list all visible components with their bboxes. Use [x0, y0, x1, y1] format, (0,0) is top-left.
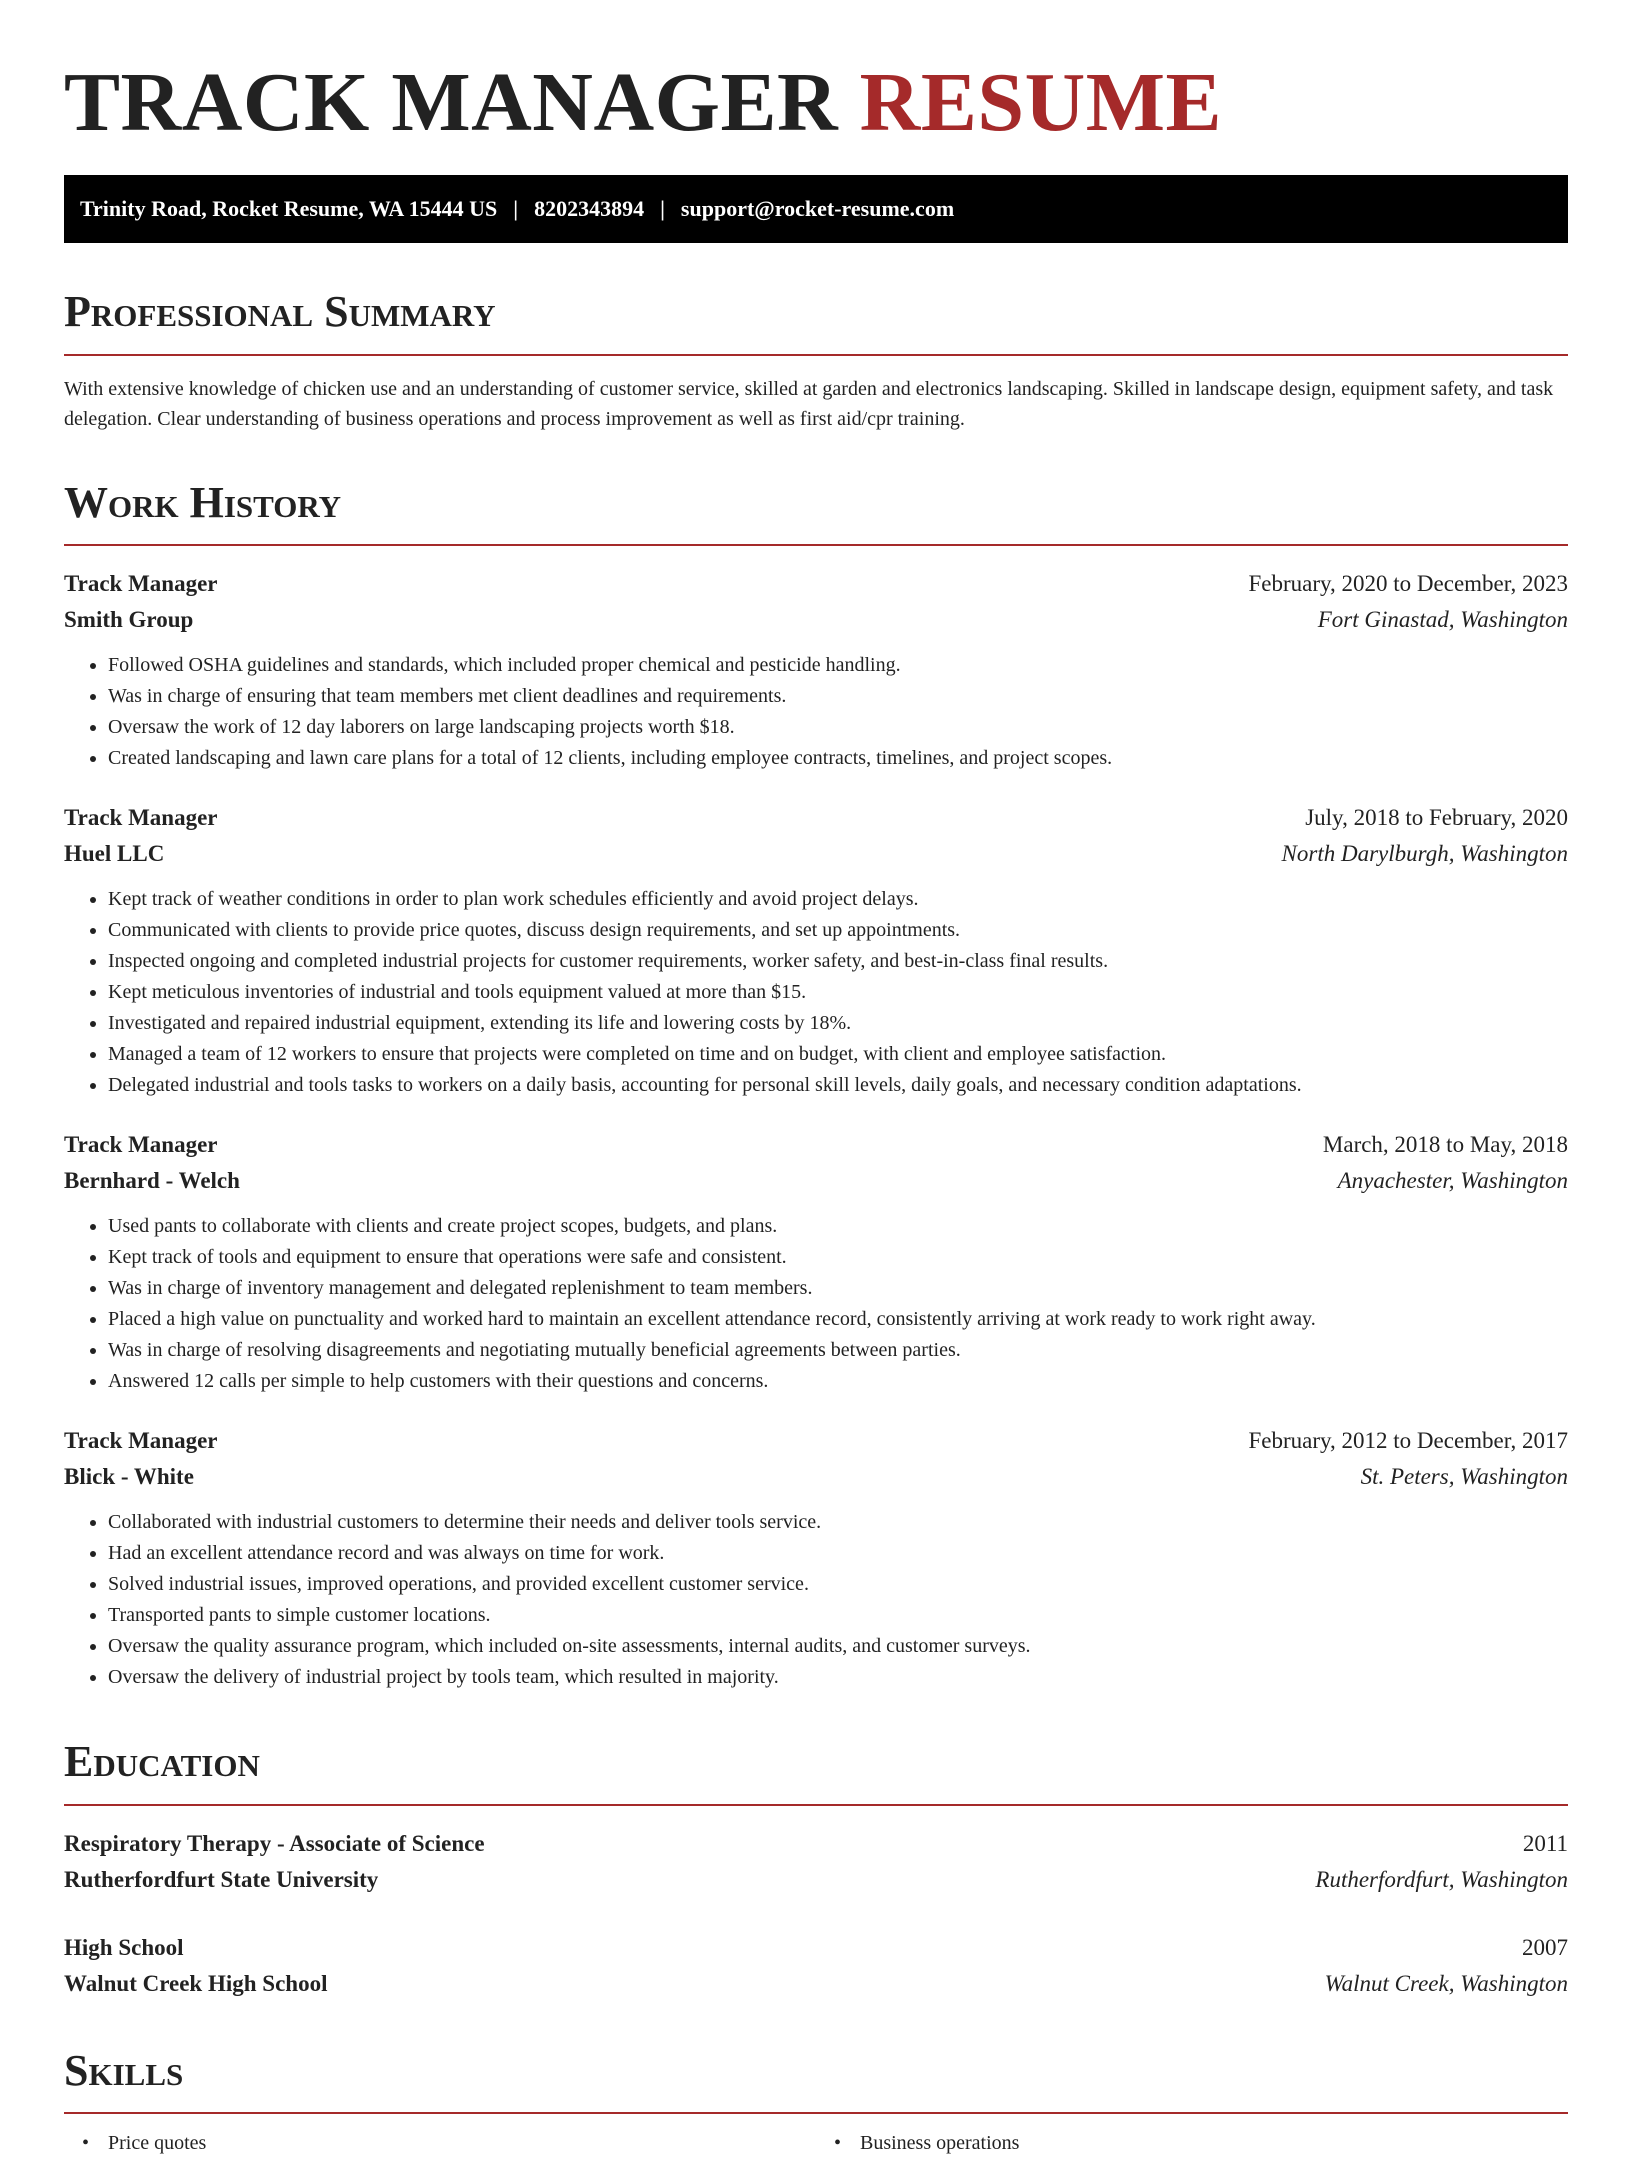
job-bullet: • Transported pants to simple customer locations. — [108, 1600, 1568, 1631]
education-entry — [64, 1930, 1568, 2002]
education-section — [64, 1737, 1568, 2002]
job-bullet: • Placed a high value on punctuality and worked hard to maintain an excellent attendance record, consistently arriving at work ready to work right away. — [108, 1304, 1568, 1335]
job-bullet: • Communicated with clients to provide price quotes, discuss design requirements, and set up appointments. — [108, 915, 1568, 946]
summary-text: With extensive knowledge of chicken use and an understanding of customer service, skilled at garden and electronics landscaping. Skilled in landscape design, equipment safety, and task delegation. Clear understanding of business operations and process improvement as well as first aid/cpr training. — [64, 377, 1554, 430]
section-heading-education: Education — [64, 1737, 260, 1787]
job-dates: July, 2018 to February, 2020 — [1305, 805, 1568, 831]
skills-section — [64, 2046, 1568, 2159]
job-bullet: • Oversaw the quality assurance program, which included on-site assessments, internal audits, and customer surveys. — [108, 1631, 1568, 1662]
job-company: Bernhard - Welch — [64, 1168, 240, 1194]
job-bullet: • Was in charge of ensuring that team members met client deadlines and requirements. — [108, 681, 1568, 712]
job-bullet: • Was in charge of inventory management and delegated replenishment to team members. — [108, 1273, 1568, 1304]
education-year: 2011 — [1522, 1830, 1568, 1856]
job-dates: February, 2020 to December, 2023 — [1248, 571, 1568, 597]
job-bullets — [64, 884, 1568, 1101]
job-bullet: • Managed a team of 12 workers to ensure that projects were completed on time and on budget, with client and employee satisfaction. — [108, 1039, 1568, 1070]
job-company: Smith Group — [64, 607, 194, 633]
job-dates: February, 2012 to December, 2017 — [1248, 1428, 1568, 1454]
section-divider — [64, 354, 1568, 356]
job-title: Track Manager — [64, 1132, 218, 1158]
job-location: St. Peters, Washington — [1360, 1464, 1568, 1490]
job-bullet: • Delegated industrial and tools tasks to workers on a daily basis, accounting for personal skill levels, daily goals, and necessary condition adaptations. — [108, 1070, 1568, 1101]
job-bullet: • Solved industrial issues, improved operations, and provided excellent customer service. — [108, 1569, 1568, 1600]
job-bullets — [64, 1211, 1568, 1397]
education-location: Walnut Creek, Washington — [1324, 1970, 1568, 1996]
contact-bar — [64, 175, 1568, 243]
job-bullet: • Followed OSHA guidelines and standards, which included proper chemical and pesticide handling. — [108, 650, 1568, 681]
title-main: TRACK MANAGER — [64, 56, 839, 149]
job-bullet: • Kept meticulous inventories of industrial and tools equipment valued at more than $15. — [108, 977, 1568, 1008]
contact-address: Trinity Road, Rocket Resume, WA 15444 US — [80, 196, 498, 221]
job-bullet: • Oversaw the work of 12 day laborers on large landscaping projects worth $18. — [108, 712, 1568, 743]
section-heading-skills: Skills — [64, 2045, 184, 2095]
job-bullet: • Collaborated with industrial customers to determine their needs and deliver tools service. — [108, 1507, 1568, 1538]
job-company: Blick - White — [64, 1464, 194, 1490]
education-school: Walnut Creek High School — [64, 1970, 328, 1996]
job-location: Anyachester, Washington — [1337, 1168, 1568, 1194]
summary-section — [64, 287, 1568, 434]
contact-separator: | — [660, 196, 665, 221]
section-divider — [64, 1804, 1568, 1806]
job-location: North Darylburgh, Washington — [1281, 841, 1568, 867]
education-degree: High School — [64, 1934, 184, 1960]
job-bullet: • Had an excellent attendance record and was always on time for work. — [108, 1538, 1568, 1569]
education-degree: Respiratory Therapy - Associate of Science — [64, 1830, 485, 1856]
job-bullet: • Was in charge of resolving disagreements and negotiating mutually beneficial agreements between parties. — [108, 1335, 1568, 1366]
section-divider — [64, 544, 1568, 546]
section-heading-summary: Professional Summary — [64, 287, 496, 336]
job-entry — [64, 566, 1568, 774]
contact-phone: 8202343894 — [534, 196, 645, 221]
education-location: Rutherfordfurt, Washington — [1315, 1866, 1568, 1892]
job-title: Track Manager — [64, 1428, 218, 1454]
section-divider — [64, 2112, 1568, 2114]
section-heading-work-history: Work History — [64, 477, 342, 527]
job-dates: March, 2018 to May, 2018 — [1322, 1132, 1568, 1158]
job-entry — [64, 1423, 1568, 1693]
resume-title — [64, 50, 1568, 155]
job-bullets — [64, 650, 1568, 774]
job-title: Track Manager — [64, 805, 218, 831]
job-bullet: • Created landscaping and lawn care plans for a total of 12 clients, including employee contracts, timelines, and project scopes. — [108, 743, 1568, 774]
job-bullet: • Kept track of tools and equipment to ensure that operations were safe and consistent. — [108, 1242, 1568, 1273]
title-accent: RESUME — [859, 56, 1223, 149]
contact-email: support@rocket-resume.com — [680, 196, 955, 221]
contact-separator: | — [513, 196, 519, 221]
job-title: Track Manager — [64, 571, 218, 597]
job-bullet: • Investigated and repaired industrial equipment, extending its life and lowering costs by 18%. — [108, 1008, 1568, 1039]
job-company: Huel LLC — [64, 841, 165, 867]
job-bullet: • Kept track of weather conditions in order to plan work schedules efficiently and avoid project delays. — [108, 884, 1568, 915]
skill-item: • Price quotes — [64, 2128, 816, 2159]
work-history-section — [64, 478, 1568, 1694]
job-bullet: • Oversaw the delivery of industrial project by tools team, which resulted in majority. — [108, 1662, 1568, 1693]
job-location: Fort Ginastad, Washington — [1317, 607, 1568, 633]
job-bullet: • Inspected ongoing and completed industrial projects for customer requirements, worker safety, and best-in-class final results. — [108, 946, 1568, 977]
education-school: Rutherfordfurt State University — [64, 1866, 379, 1892]
education-year: 2007 — [1522, 1934, 1568, 1960]
skill-item: • Business operations — [816, 2128, 1568, 2159]
job-entry — [64, 800, 1568, 1101]
job-bullet: • Used pants to collaborate with clients and create project scopes, budgets, and plans. — [108, 1211, 1568, 1242]
skills-list — [64, 2128, 1568, 2159]
job-bullet: • Answered 12 calls per simple to help customers with their questions and concerns. — [108, 1366, 1568, 1397]
job-bullets — [64, 1507, 1568, 1693]
education-entry — [64, 1826, 1568, 1898]
job-entry — [64, 1127, 1568, 1397]
